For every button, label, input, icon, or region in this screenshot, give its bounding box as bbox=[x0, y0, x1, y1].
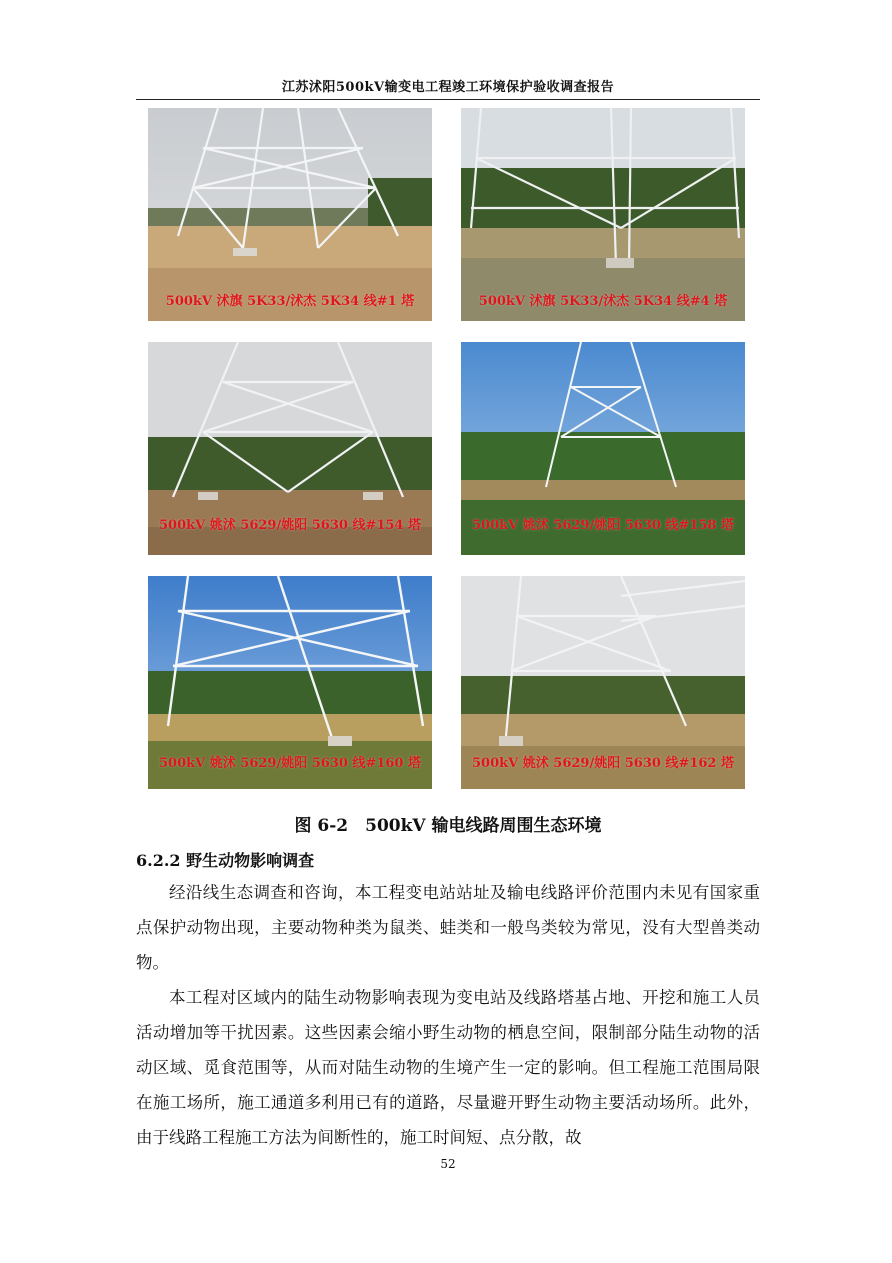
tower-photo-3 bbox=[148, 342, 432, 555]
tower-photo-5 bbox=[148, 576, 432, 789]
tower-photo-2 bbox=[461, 108, 745, 321]
photo-caption-3: 500kV 姚沭 5629/姚阳 5630 线#154 塔 bbox=[159, 518, 421, 533]
photo-caption-6: 500kV 姚沭 5629/姚阳 5630 线#162 塔 bbox=[472, 756, 734, 771]
paragraph-2: 本工程对区域内的陆生动物影响表现为变电站及线路塔基占地、开挖和施工人员活动增加等干扰因素。这些因素会缩小野生动物的栖息空间，限制部分陆生动物的活动区域、觅食范围等，从而对陆生动物的生境产生一定的影响。但工程施工范围局限在施工场所，施工通道多利用已有的道路，尽量避开野生动物主要活动场所。此外，由于线路工程施工方法为间断性的，施工时间短、点分散，故 bbox=[136, 988, 760, 1147]
paragraph-1: 经沿线生态调查和咨询，本工程变电站站址及输电线路评价范围内未见有国家重点保护动物出现，主要动物种类为鼠类、蛙类和一般鸟类较为常见，没有大型兽类动物。 bbox=[136, 883, 760, 972]
page-number: 52 bbox=[440, 1157, 456, 1171]
photo-caption-5: 500kV 姚沭 5629/姚阳 5630 线#160 塔 bbox=[159, 756, 421, 771]
photo-caption-4: 500kV 姚沭 5629/姚阳 5630 线#158 塔 bbox=[472, 518, 734, 533]
photo-caption-1: 500kV 沭旗 5K33/沭杰 5K34 线#1 塔 bbox=[165, 294, 415, 309]
header-rule bbox=[136, 99, 760, 100]
photo-caption-2: 500kV 沭旗 5K33/沭杰 5K34 线#4 塔 bbox=[478, 294, 728, 309]
figure-caption: 图 6-2 500kV 输电线路周围生态环境 bbox=[294, 816, 602, 836]
running-header: 江苏沭阳500kV输变电工程竣工环境保护验收调查报告 bbox=[281, 80, 615, 95]
tower-photo-1 bbox=[148, 108, 432, 321]
tower-photo-4 bbox=[461, 342, 745, 555]
tower-photo-6 bbox=[461, 576, 745, 789]
section-heading: 6.2.2 野生动物影响调查 bbox=[136, 851, 315, 870]
